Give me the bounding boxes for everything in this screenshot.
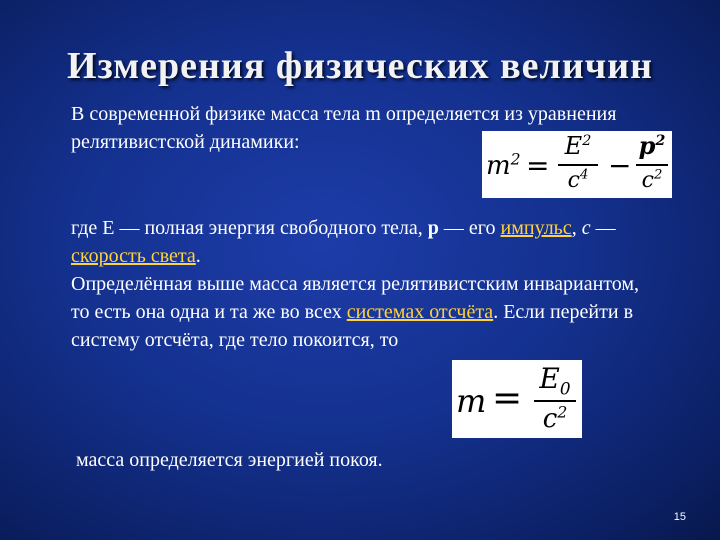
paragraph-text: В современной физике масса тела m определяется из уравнения релятивистской динамики: <box>71 103 617 153</box>
formula-fraction-rest-energy: $E_0$ $c^2$ <box>532 362 578 396</box>
link-reference-frames[interactable]: системах отсчёта <box>346 301 494 323</box>
formula-rest-mass <box>452 360 582 438</box>
text-segment: где E — полная энергия свободного тела, <box>71 217 428 239</box>
formula-mass-energy-momentum <box>482 131 672 198</box>
momentum-symbol: p <box>427 217 439 239</box>
fraction-bar <box>558 164 598 166</box>
slide-title: Измерения физических величин <box>67 45 653 87</box>
formula-lhs: m <box>456 382 487 420</box>
formula-lhs: $m^2$ <box>486 150 521 181</box>
text-segment: — <box>590 217 616 239</box>
text-segment: — его <box>438 217 501 239</box>
formula-fraction-energy: $E^2$ $c^4$ <box>556 131 600 161</box>
formula-minus: − <box>608 149 632 182</box>
formula-equals: = <box>492 378 523 419</box>
link-momentum[interactable]: импульс <box>500 217 572 239</box>
text-segment: Определённая выше масса является релятивистским инвариантом, то есть она одна и та же во всех <box>71 273 640 323</box>
paragraph-definitions <box>71 214 661 354</box>
slide-number: 15 <box>673 511 686 523</box>
text-segment: . Если перейти в систему отсчёта, где тело покоится, то <box>71 301 634 351</box>
link-speed-of-light[interactable]: скорость света <box>71 245 196 267</box>
paragraph-rest-energy: масса определяется энергией покоя. <box>76 449 383 471</box>
speed-of-light-symbol: c <box>581 217 591 239</box>
fraction-bar <box>534 400 576 402</box>
formula-fraction-momentum: $p^2$ $c^2$ <box>634 131 670 161</box>
text-segment: . <box>195 245 201 267</box>
text-segment: , <box>571 217 582 239</box>
fraction-bar <box>636 164 668 166</box>
formula-equals: = <box>526 149 550 182</box>
